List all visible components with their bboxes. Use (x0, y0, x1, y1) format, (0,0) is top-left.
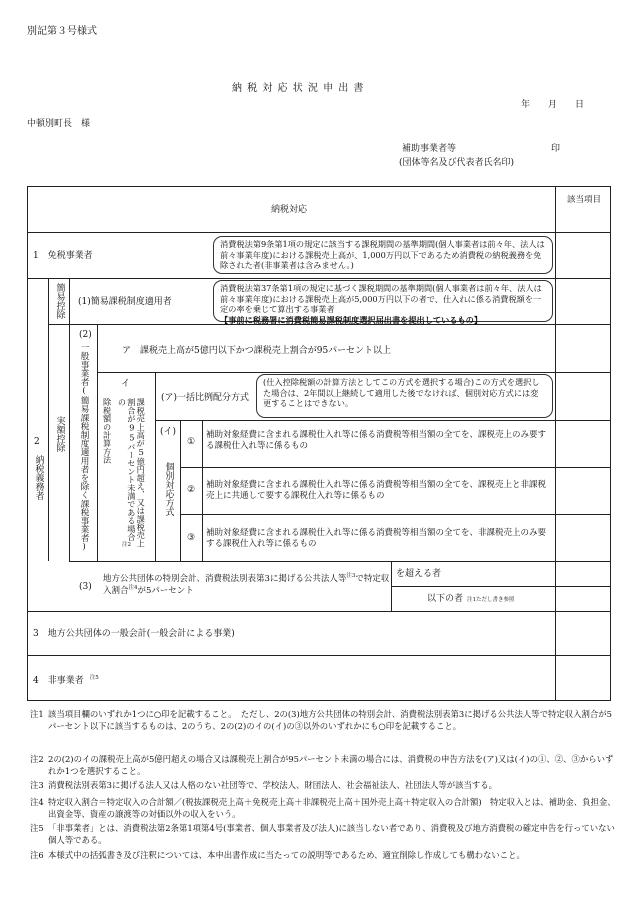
individual-item-2-check-cell[interactable] (556, 468, 610, 513)
lumpsum-label: (ア)一括比例配分方式 (161, 393, 250, 403)
public-under (427, 594, 515, 605)
applicant-label: 補助事業者等 (402, 144, 457, 154)
public-under-label: 以下の者 (427, 594, 464, 604)
note-6-text: 本様式中の括弧書き及び注釈については、本申出書作成に当たっての説明等であるため、適宜削除し作成しても構わないこと。 (48, 850, 525, 860)
row1-label: 1 免税事業者 (33, 251, 93, 261)
item-a-label: ア 課税売上高が5億円以下かつ課税売上割合が95パーセント以上 (122, 346, 391, 356)
public-over-check-cell[interactable] (556, 562, 610, 585)
note-5-text: 「非事業者」とは、消費税法第2条第1項第4号(事業者、個人事業者及び法人)に該当しない者であり、消費税及び地方消費税の確定申告を行っていない個人等である。 (48, 823, 615, 845)
general-label: 一般事業者(簡易課税制度適用者を除く課税事業者) (79, 343, 90, 553)
public-note4: 注4 (128, 585, 138, 592)
individual-label: 個別対応方式 (163, 462, 174, 516)
applicant-note: (団体等名及び代表者氏名印) (399, 158, 515, 168)
simplified-note-2: 【事前に税務署に消費税簡易課税制度選択届出書を提出しているもの】 (220, 314, 483, 325)
public-number: (3) (79, 582, 92, 592)
individual-item-1-no: ① (187, 437, 196, 447)
row1-check-cell[interactable] (556, 233, 610, 277)
row2-label: 納税義務者 (33, 455, 44, 500)
public-text (103, 573, 393, 598)
row4-label (33, 675, 99, 687)
item-i-text1: 課税売上高が5億円超え、又は課税売上割合が95パーセント未満である場合の (117, 398, 147, 548)
addressee: 中頓別町長 様 (27, 119, 91, 129)
public-under-check-cell[interactable] (556, 587, 610, 610)
general-number: (2) (79, 330, 92, 340)
note-1 (30, 709, 620, 733)
lumpsum-note: (仕入控除税額の計算方法としてこの方式を選択する場合)この方式を選択した場合は、2年間以上継続して適用した後でなければ、個別対応方式には変更することはできない。 (256, 374, 553, 418)
row4-text: 4 非事業者 (33, 676, 84, 686)
individual-item-1-check-cell[interactable] (556, 421, 610, 466)
item-i-text2: 除税額の計算方法 (102, 398, 113, 464)
row4-note: 注5 (89, 675, 99, 681)
individual-item-3-no: ③ (187, 533, 196, 543)
note-1-text: 該当項目欄のいずれか1つに○印を記載すること。 ただし、2の(3)地方公共団体の特別会計、消費税法別表第3に掲げる公共法人等で特定収入割合が5パーセント以下に該当するものは、2のうち、2の(2)のイの(イ)の③以外のいずれかにも○印を記載すること。 (48, 709, 612, 731)
note-3-label: 注3 (30, 780, 44, 790)
note-6 (30, 850, 620, 862)
item-i-number: イ (121, 379, 131, 389)
note-6-label: 注6 (30, 850, 44, 860)
note-2-text: 2の(2)のイの課税売上高が5億円超えの場合又は課税売上割合が95パーセント未満の場合には、消費税の申告方法を(ア)又は(イ)の①、②、③からいずれか1つを選択すること。 (48, 754, 614, 776)
simplified-label: 簡易控除 (54, 283, 65, 319)
col-header-applicable: 該当項目 (566, 195, 601, 205)
note-4-text: 特定収入割合＝特定収入の合計額／(税抜課税売上高＋免税売上高＋非課税売上高＋国外売上高＋特定収入の合計額) 特定収入とは、補助金、負担金、出資金等、資産の譲渡等の対価以外の収入をいう。 (48, 797, 616, 819)
public-text-2: で特定収入割合 (103, 573, 390, 597)
actual-label: 実額控除 (54, 416, 65, 452)
date-line: 年 月 日 (521, 100, 585, 110)
public-text-1: 地方公共団体の特別会計、消費税法別表第3に掲げる公共法人等 (103, 573, 347, 584)
note-2-label: 注2 (30, 754, 44, 764)
public-over: を超える者 (396, 569, 442, 579)
row4-check-cell[interactable] (556, 656, 610, 700)
note-5 (30, 823, 620, 847)
note-1-label: 注1 (30, 709, 44, 719)
public-under-note: 注1ただし書き参照 (467, 597, 515, 603)
public-note3: 注3 (346, 573, 356, 579)
note-3 (30, 780, 620, 792)
note-5-label: 注5 (30, 823, 44, 833)
simplified-item: (1)簡易課税制度適用者 (78, 297, 172, 307)
individual-item-3-check-cell[interactable] (556, 515, 610, 560)
note-4-label: 注4 (30, 797, 44, 807)
item-a-check-cell[interactable] (556, 325, 610, 371)
simplified-check-cell[interactable] (556, 279, 610, 323)
public-text-3: が5パーセント (137, 586, 194, 597)
lumpsum-check-cell[interactable] (556, 373, 610, 419)
form-number: 別記第３号様式 (27, 26, 97, 37)
row1-note: 消費税法第9条第1項の規定に該当する課税期間の基準期間(個人事業者は前々年、法人は前々事業年度)における課税売上高が、1,000万円以下であるため消費税の納税義務を免除された者(非事業者は含みません。) (213, 236, 553, 274)
individual-item-3-text: 補助対象経費に含まれる課税仕入れ等に係る消費税等相当額の全てを、非課税売上のみ要する課税仕入れ等に係るもの (206, 528, 547, 550)
note-3-text: 消費税法別表第3に掲げる法人又は人格のない社団等で、学校法人、財団法人、社会福祉法人、社団法人等が該当する。 (48, 780, 498, 790)
row2-number: 2 (34, 437, 40, 447)
individual-item-1-text: 補助対象経費に含まれる課税仕入れ等に係る消費税等相当額の全てを、課税売上のみ要する課税仕入れ等に係るもの (206, 430, 547, 452)
simplified-note (213, 280, 553, 325)
individual-item-2-no: ② (187, 485, 196, 495)
page-title: 納 税 対 応 状 況 申 出 書 (232, 83, 365, 94)
row3-label: 3 地方公共団体の一般会計(一般会計による事業) (33, 629, 235, 639)
individual-item-2-text: 補助対象経費に含まれる課税仕入れ等に係る消費税等相当額の全てを、課税売上と非課税売上に共通して要する課税仕入れ等に係るもの (206, 480, 547, 502)
col-header-main: 納税対応 (271, 205, 308, 215)
note-4 (30, 797, 620, 821)
simplified-note-1: 消費税法第37条第1項の規定に基づく課税期間の基準期間(個人事業者は前々年、法人は前々事業年度)における課税売上高が5,000万円以下の者で、仕入れに係る消費税額を一定の率を乗じて算出する事業者 (220, 283, 542, 315)
seal-mark: 印 (551, 144, 561, 154)
individual-number: (イ) (160, 427, 177, 437)
item-i-note: 注2 (122, 542, 131, 548)
note-2 (30, 754, 620, 778)
row3-check-cell[interactable] (556, 612, 610, 654)
